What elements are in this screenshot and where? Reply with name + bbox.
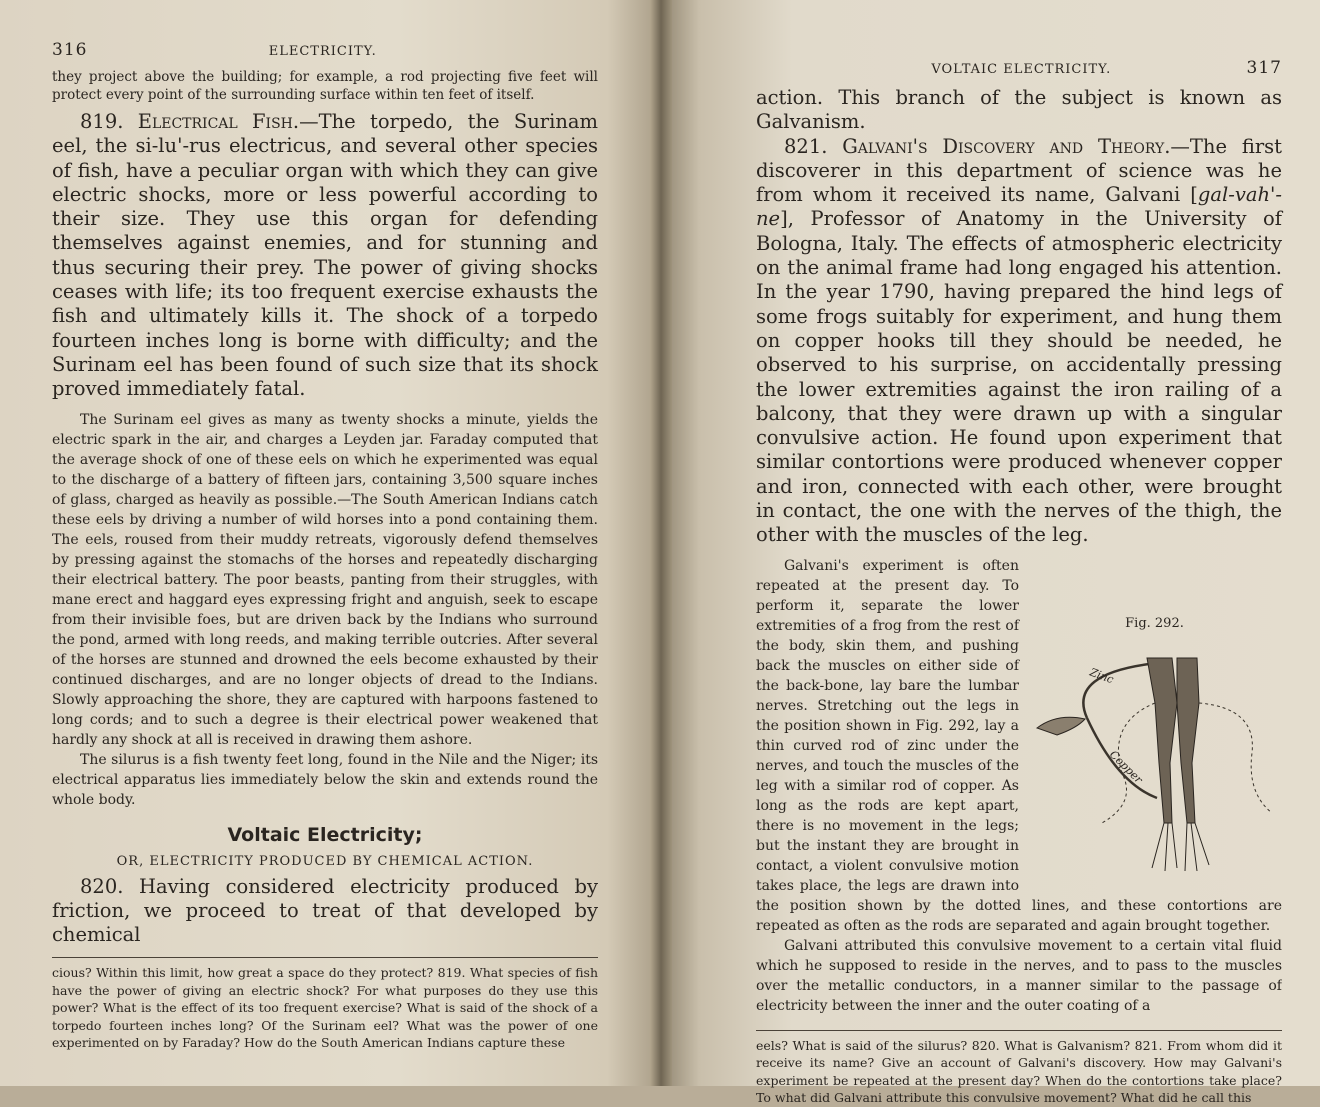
footnote-rule: [52, 957, 598, 958]
right-foot-icon: [1185, 823, 1209, 871]
para-text-b: ], Professor of Anatomy in the University of Bologna, Italy. The effects of atmospheric electricity on the animal frame had long engaged his attention. In the year 1790, having prepared the hind legs of some frogs suitably for experiment, and hung them on copper hooks till they should be needed, he observed to his surprise, on accidentally pressing the lower extremities against the iron railing of a balcony, that they were drawn up with a singular convulsive action. He found upon experiment that similar contortions were produced whenever copper and iron, connected with each other, were brought in contact, the one with the nerves of the thigh, the other with the muscles of the leg.: [756, 207, 1282, 547]
left-foot-icon: [1152, 823, 1177, 871]
running-head-right: [756, 58, 1282, 78]
paragraph-820: 820. Having considered electricity produced by friction, we proceed to treat of that developed by chemical: [52, 874, 598, 947]
note-experiment: Galvani's experiment is often repeated at the present day. To perform it, separate the lower extremities of a frog from the rest of the body, skin them, and pushing back the muscles on either side of the back-bone, lay bare the lumbar nerves. Stretching out the legs in the position shown in Fig. 292, lay a thin curved rod of zinc under the nerves, and touch the muscles of the leg with a similar rod of copper. As long as the rods are kept apart, there is no movement in the legs; but the instant they are brought in contact, a violent convulsive motion takes place, the legs are drawn into the position shown by the dotted lines, and these contortions are repeated as often as the rods are separated and again brought together.: [756, 557, 1282, 934]
page-number-316: 316: [52, 40, 88, 60]
note-surinam-eel: The Surinam eel gives as many as twenty shocks a minute, yields the electric spark in the air, and charges a Leyden jar. Faraday computed that the average shock of one of these eels on which he experimented was equal to the discharge of a battery of fifteen jars, containing 3,500 square inches of glass, charged as heavily as possible.—The South American Indians catch these eels by driving a number of wild horses into a pond containing them. The eels, roused from their muddy retreats, vigorously defend themselves by pressing against the stomachs of the horses and repeatedly discharging their electrical battery. The poor beasts, panting from their struggles, with mane erect and haggard eyes expressing fright and anguish, seek to escape from their invisible foes, but are driven back by the Indians who surround the pond, armed with long reeds, and making terrible outcries. After several of the horses are stunned and drowned the eels become exhausted by their continued discharges, and are no longer objects of dread to the Indians. Slowly approaching the shore, they are captured with harpoons fastened to long cords; and to such a degree is their electrical power weakened that hardly any shock at all is received in drawing them ashore.: [52, 411, 598, 748]
running-head-left: [52, 40, 598, 60]
page-number-317: 317: [1246, 58, 1282, 78]
experiment-block: [756, 556, 1282, 1016]
dotted-right-leg: [1199, 703, 1272, 813]
note-silurus: The silurus is a fish twenty feet long, found in the Nile and the Niger; its electrical apparatus lies immediately below the skin and extends round the whole body.: [52, 751, 598, 808]
continuation-text: they project above the building; for example, a rod projecting five feet will protect every point of the surrounding surface within ten feet of itself.: [52, 69, 598, 103]
figure-caption: Fig. 292.: [1125, 615, 1184, 631]
hand-icon: [1037, 717, 1085, 735]
left-page: [0, 0, 660, 1086]
zinc-label: Zinc: [1087, 665, 1116, 686]
frog-legs-illustration: [1027, 633, 1282, 883]
book-gutter: [650, 0, 672, 1086]
para-text: —The torpedo, the Surinam eel, the si-lu'-rus electricus, and several other species of fish, have a peculiar organ with which they can give electric shocks, more or less powerful according to their size. They use this organ for defending themselves against enemies, and for stunning and thus securing their prey. The power of giving shocks ceases with life; its too frequent exercise exhausts the fish and ultimately kills it. The shock of a torpedo fourteen inches long is borne with difficulty; and the Surinam eel has been found of such size that its shock proved immediately fatal.: [52, 110, 598, 401]
paragraph-819: [52, 110, 598, 402]
running-head-title: VOLTAIC ELECTRICITY.: [931, 62, 1112, 77]
paragraph-821: [756, 135, 1282, 548]
para-number: 819.: [80, 110, 124, 133]
right-page: [660, 0, 1320, 1106]
para-number: 821.: [784, 134, 828, 158]
footnote-rule: [756, 1030, 1282, 1031]
continuation-text: action. This branch of the subject is known as Galvanism.: [756, 86, 1282, 134]
para-heading: Electrical Fish.: [137, 110, 300, 133]
right-leg-icon: [1177, 658, 1199, 823]
section-title: Voltaic Electricity;: [227, 823, 423, 846]
note-attributed: Galvani attributed this convulsive movement to a certain vital fluid which he supposed to reside in the nerves, and to pass to the muscles over the metallic conductors, in a manner similar to the passage of electricity between the inner and the outer coating of a: [756, 937, 1282, 1014]
review-questions-left: cious? Within this limit, how great a space do they protect? 819. What species of fish have the power of giving an electric shock? For what purposes do they use this power? What is the effect of its too frequent exercise? What is said of the shock of a torpedo fourteen inches long? Of the Surinam eel? What was the power of one experimented on by Faraday? How do the South American Indians capture these: [52, 965, 598, 1051]
figure-292: [1027, 616, 1282, 886]
pronunciation: gal-vah'-ne: [756, 183, 1282, 231]
left-leg-icon: [1147, 658, 1177, 823]
section-subtitle: OR, ELECTRICITY PRODUCED BY CHEMICAL ACTION.: [116, 853, 534, 869]
para-text-a: —The first discoverer in this department of science was he from whom it received its name, Galvani [: [756, 134, 1282, 207]
para-heading: Galvani's Discovery and Theory.: [842, 134, 1171, 158]
copper-label: Copper: [1106, 747, 1145, 786]
review-questions-right: eels? What is said of the silurus? 820. What is Galvanism? 821. From whom did it receive its name? Give an account of Galvani's discovery. How may Galvani's experiment be repeated at the present day? When do the contortions take place? To what did Galvani attribute this convulsive movement? What did he call this: [756, 1037, 1282, 1106]
running-head-title: ELECTRICITY.: [268, 44, 377, 59]
